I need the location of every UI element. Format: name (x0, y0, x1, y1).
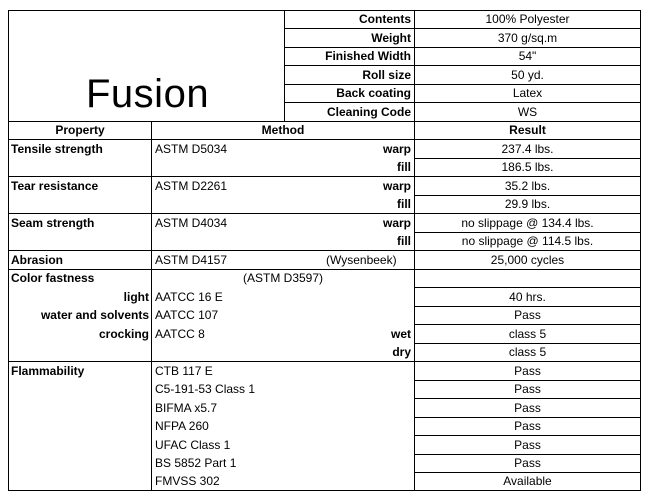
spec-label-roll-size: Roll size (362, 68, 411, 82)
abrasion-method: ASTM D4157 (155, 253, 228, 267)
tensile-fill-label: fill (397, 160, 411, 174)
abrasion-property: Abrasion (11, 253, 64, 267)
seam-fill-label: fill (397, 234, 411, 248)
flammability-method: FMVSS 302 (155, 474, 220, 488)
flammability-result: Pass (514, 419, 541, 433)
tensile-fill-result: 186.5 lbs. (501, 160, 554, 174)
abrasion-note: (Wysenbeek) (326, 253, 397, 267)
color-fastness-method: (ASTM D3597) (242, 271, 324, 285)
tear-warp-result: 35.2 lbs. (504, 179, 551, 193)
tear-warp-label: warp (382, 179, 411, 193)
crocking-wet-result: class 5 (508, 327, 547, 341)
spec-value-cleaning-code: WS (517, 105, 538, 119)
flammability-method: BIFMA x5.7 (155, 401, 218, 415)
flammability-result: Pass (514, 456, 541, 470)
flammability-result: Pass (514, 364, 541, 378)
flammability-result: Pass (514, 401, 541, 415)
light-method: AATCC 16 E (155, 290, 223, 304)
header-property: Property (55, 123, 105, 137)
spec-value-width: 54" (518, 49, 537, 63)
tear-method: ASTM D2261 (155, 179, 228, 193)
flammability-method: UFAC Class 1 (155, 438, 231, 452)
color-fastness-property: Color fastness (11, 271, 95, 285)
crocking-dry-label: dry (392, 345, 411, 359)
water-solvents-label: water and solvents (40, 308, 149, 322)
light-result: 40 hrs. (509, 290, 546, 304)
flammability-result: Pass (514, 382, 541, 396)
spec-value-weight: 370 g/sq.m (497, 31, 558, 45)
crocking-dry-result: class 5 (508, 345, 547, 359)
header-method: Method (261, 123, 305, 137)
flammability-method: C5-191-53 Class 1 (155, 382, 256, 396)
flammability-result: Available (503, 474, 552, 488)
seam-warp-result: no slippage @ 134.4 lbs. (461, 216, 594, 230)
crocking-method: AATCC 8 (155, 327, 205, 341)
spec-value-back-coating: Latex (512, 86, 543, 100)
seam-fill-result: no slippage @ 114.5 lbs. (461, 234, 594, 248)
water-solvents-result: Pass (514, 308, 541, 322)
header-result: Result (509, 123, 546, 137)
spec-value-contents: 100% Polyester (485, 12, 570, 26)
spec-sheet (8, 10, 641, 490)
light-label: light (123, 290, 149, 304)
spec-label-cleaning-code: Cleaning Code (326, 105, 411, 119)
seam-property: Seam strength (11, 216, 95, 230)
flammability-method: BS 5852 Part 1 (155, 456, 237, 470)
tensile-warp-result: 237.4 lbs. (501, 142, 554, 156)
spec-label-back-coating: Back coating (336, 86, 411, 100)
spec-label-contents: Contents (359, 12, 411, 26)
flammability-result: Pass (514, 438, 541, 452)
tensile-method: ASTM D5034 (155, 142, 228, 156)
crocking-wet-label: wet (390, 327, 411, 341)
spec-label-width: Finished Width (325, 49, 411, 63)
spec-value-roll-size: 50 yd. (511, 68, 544, 82)
flammability-method: CTB 117 E (155, 364, 213, 378)
flammability-property: Flammability (11, 364, 85, 378)
seam-method: ASTM D4034 (155, 216, 228, 230)
abrasion-result: 25,000 cycles (490, 253, 565, 267)
tear-fill-result: 29.9 lbs. (504, 197, 551, 211)
tensile-warp-label: warp (382, 142, 411, 156)
flammability-method: NFPA 260 (155, 419, 209, 433)
spec-label-weight: Weight (371, 31, 411, 45)
tensile-property: Tensile strength (11, 142, 103, 156)
crocking-label: crocking (98, 327, 149, 341)
product-name: Fusion (86, 72, 210, 116)
water-solvents-method: AATCC 107 (155, 308, 219, 322)
tear-property: Tear resistance (11, 179, 99, 193)
seam-warp-label: warp (382, 216, 411, 230)
tear-fill-label: fill (397, 197, 411, 211)
